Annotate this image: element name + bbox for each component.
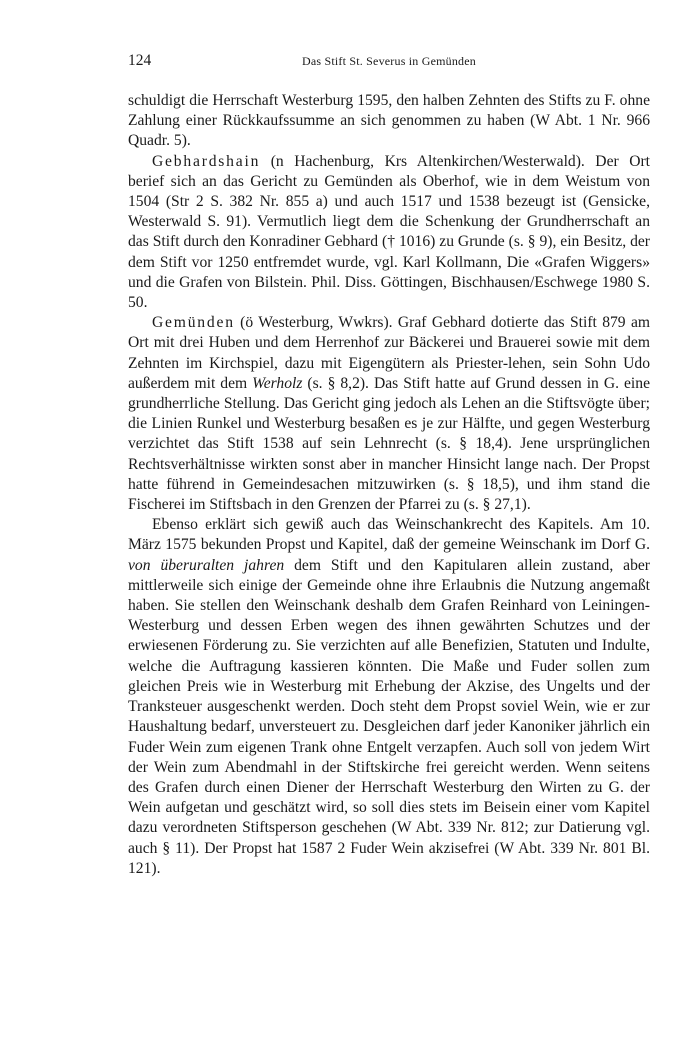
body-text <box>128 91 650 879</box>
paragraph-text: schuldigt die Herrschaft Westerburg 1595, den halben Zehnten des Stifts zu F. ohne Zahlung einer Rückkaufssumme an sich genommen zu haben (W Abt. 1 Nr. 966 Quadr. 5). <box>128 92 650 150</box>
paragraph-westerburg-tithe <box>128 91 650 152</box>
page-number: 124 <box>128 52 152 69</box>
page-header <box>128 52 650 72</box>
paragraph-text: (n Hachenburg, Krs Altenkirchen/Westerwald). Der Ort berief sich an das Gericht zu Gemünden als Oberhof, wie in dem Weistum von 1504 (Str 2 S. 382 Nr. 855 a) und auch 1517 und 1538 bezeugt ist (Gensicke, Westerwald S. 91). Vermutlich liegt dem die Schenkung der Grundherrschaft an das Stift durch den Konradiner Gebhard († 1016) zu Grunde (s. § 9), ein Besitz, der dem Stift vor 1250 entfremdet wurde, vgl. Karl Kollmann, Die «Grafen Wiggers» und die Grafen von Bilstein. Phil. Diss. Göttingen, Bischhausen/Eschwege 1980 S. 50. <box>128 152 650 312</box>
paragraph-weinschank <box>128 515 650 879</box>
italic-quote-jahren: von überuralten jahren <box>128 556 285 574</box>
paragraph-text: (s. § 8,2). Das Stift hatte auf Grund dessen in G. eine grundherrliche Stellung. Das Gericht ging jedoch als Lehen an die Stiftsvögte über; die Linien Runkel und Westerburg besaßen es je zur Hälfte, und gegen Westerburg verzichtet das Stift 1538 auf sein Lehnrecht (s. § 18,4). Jene ursprünglichen Rechtsverhältnisse wirkten sonst aber in mancher Hinsicht lange nach. Der Propst hatte führend in Gemeindesachen mitzuwirken (s. § 18,5), und ihm stand die Fischerei im Stiftsbach in den Grenzen der Pfarrei zu (s. § 27,1). <box>128 374 650 514</box>
paragraph-gebhardshain <box>128 152 650 314</box>
paragraph-gemuenden <box>128 313 650 515</box>
paragraph-text: (ö Westerburg, Wwkrs). Graf Gebhard dotierte das Stift 879 am Ort mit drei Huben und dem Herrenhof zur Bäckerei und Brauerei sowie mit dem Zehnten im Kirchspiel, dazu mit Eigengütern als Priester-lehen, sein Sohn Udo außerdem mit dem <box>128 314 650 392</box>
place-name-gebhardshain: Gebhardshain <box>152 152 261 170</box>
place-name-gemuenden: Gemünden <box>152 314 235 332</box>
paragraph-text: Ebenso erklärt sich gewiß auch das Weinschankrecht des Kapitels. Am 10. März 1575 bekunden Propst und Kapitel, daß der gemeine Weinschank im Dorf G. <box>128 516 650 554</box>
running-head: Das Stift St. Severus in Gemünden <box>302 54 476 68</box>
paragraph-text: dem Stift und den Kapitularen allein zustand, aber mittlerweile sich einige der Gemeinde ohne ihre Erlaubnis die Nutzung angemaßt haben. Sie stellen den Weinschank deshalb dem Grafen Reinhard von Leiningen-Westerburg und dessen Erben wegen des ihnen gewährten Schutzes und der erwiesenen Förderung zu. Sie verzichten auf alle Benefizien, Statuten und Indulte, welche die Auftragung kassieren könnten. Die Maße und Fuder sollen zum gleichen Preis wie in Westerburg mit Erhebung der Akzise, des Ungelts und der Tranksteuer ausgeschenkt werden. Doch steht dem Propst soviel Wein, wie er zur Haushaltung bedarf, unversteuert zu. Desgleichen darf jeder Kanoniker jährlich ein Fuder Wein zum eigenen Trank ohne Entgelt verzapfen. Auch soll von jedem Wirt der Wein zum Abendmahl in der Stiftskirche frei gereicht werden. Wenn seitens des Grafen durch einen Diener der Herrschaft Westerburg den Wirten zu G. der Wein aufgetan und geschätzt wird, so soll dies stets im Beisein einer vom Kapitel dazu verordneten Stiftsperson geschehen (W Abt. 339 Nr. 812; zur Datierung vgl. auch § 11). Der Propst hat 1587 2 Fuder Wein akzisefrei (W Abt. 339 Nr. 801 Bl. 121). <box>128 556 650 877</box>
italic-term-werholz: Werholz <box>252 374 303 392</box>
